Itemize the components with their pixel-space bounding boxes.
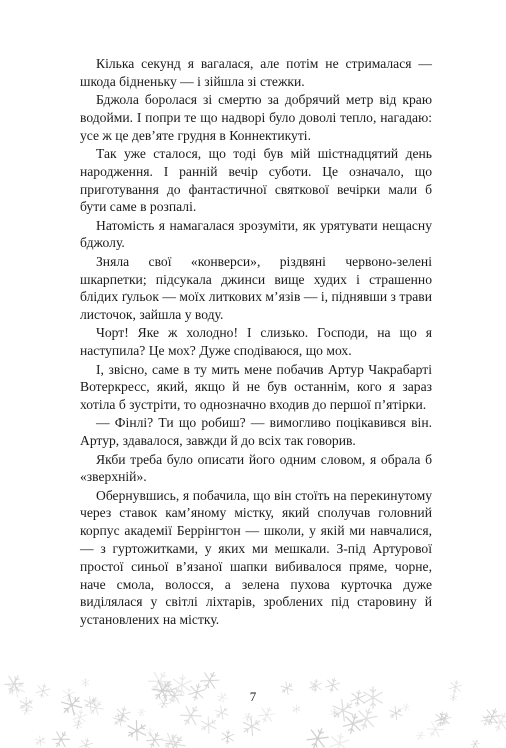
- snowflake-icon: [329, 732, 350, 748]
- paragraph-5: Зняла свої «конверси», різдвяні червоно-зелені шкарпетки; підсукала джинси вище худих і страшенно блідих ґульок — моїх литкових м’язів — і, піднявши з трави листочок, зайшла у воду.: [80, 253, 432, 323]
- snowflake-icon: [145, 730, 164, 748]
- paragraph-9: Якби треба було описати його одним словом, я обрала б «зверхній».: [80, 451, 432, 485]
- snowflake-icon: [79, 737, 94, 748]
- paragraph-8: — Фінлі? Ти що робиш? — вимогливо поцікавився він. Артур, здавалося, завжди й до всіх так говорив.: [80, 415, 432, 449]
- snowflake-icon: [470, 738, 481, 748]
- body-text: [80, 55, 432, 630]
- page-number: 7: [249, 689, 257, 704]
- snowflake-icon: [145, 727, 154, 737]
- snowflake-icon: [342, 712, 364, 736]
- snowflake-icon: [213, 704, 231, 722]
- snowflake-icon: [137, 707, 146, 717]
- snowflake-icon: [415, 730, 427, 742]
- paragraph-2: Бджола боролася зі смертю за добрячий метр від краю водойми. І попри те що надворі було доволі тепло, нагадаю: усе ж це дев’яте грудня в Коннектикуті.: [80, 92, 432, 143]
- snowflake-icon: [82, 678, 89, 686]
- snowflake-icon: [50, 728, 71, 748]
- paragraph-4: Натомість я намагалася зрозуміти, як урятувати нещасну бджолу.: [80, 217, 432, 251]
- paragraph-10: Обернувшись, я побачила, що він стоїть на перекинутому через ставок кам’яному містку, який сполучав головний корпус академії Беррінгтон — школи, у якій ми навчалися, — з гуртожитками, у яких ми мешкали. З-під Артурової простої синьої в’язаної шапки вибивалося пряме, чорне, наче смола, волосся, а зелена пухова курточка дуже виділялася у світлі ліхтарів, зроблених під старовину й установлених на містку.: [80, 487, 432, 628]
- snowflake-icon: [239, 714, 264, 738]
- paragraph-3: Так уже сталося, що тоді був мій шістнадцятий день народження. І ранній вечір суботи. Це означало, що приготування до фантастичної святкової вечірки мали б бути саме в розпалі.: [80, 145, 432, 215]
- snowflake-icon: [387, 704, 405, 722]
- snowflake-border-decoration: [0, 672, 506, 748]
- snowflake-icon: [291, 704, 302, 715]
- snowflake-icon: [33, 734, 47, 748]
- snowflake-icon: [305, 725, 330, 748]
- snowflake-icon: [124, 718, 150, 743]
- snowflake-icon: [73, 719, 83, 730]
- snowflake-icon: [221, 730, 234, 745]
- paragraph-6: Чорт! Яке ж холодно! І слизько. Господи, на що я наступила? Це мох? Дуже сподіваюся, що мох.: [80, 325, 432, 359]
- paragraph-7: І, звісно, саме в ту мить мене побачив Артур Чакрабарті Вотеркресс, який, якщо й не був останнім, кого я зараз хотіла б зустріти, то однозначно входив до першої п’ятірки.: [80, 361, 432, 413]
- snowflakes-group: [3, 672, 506, 748]
- paragraph-1: Кілька секунд я вагалася, але потім не стрималася — шкода бідненьку — і зійшла зі стежки.: [80, 56, 432, 89]
- snowflake-icon: [437, 711, 452, 727]
- snowflake-icon: [178, 702, 204, 729]
- snowflake-icon: [72, 709, 87, 726]
- snowflake-icon: [257, 705, 276, 725]
- snowflake-icon: [425, 718, 446, 740]
- snowflake-icon: [198, 714, 220, 735]
